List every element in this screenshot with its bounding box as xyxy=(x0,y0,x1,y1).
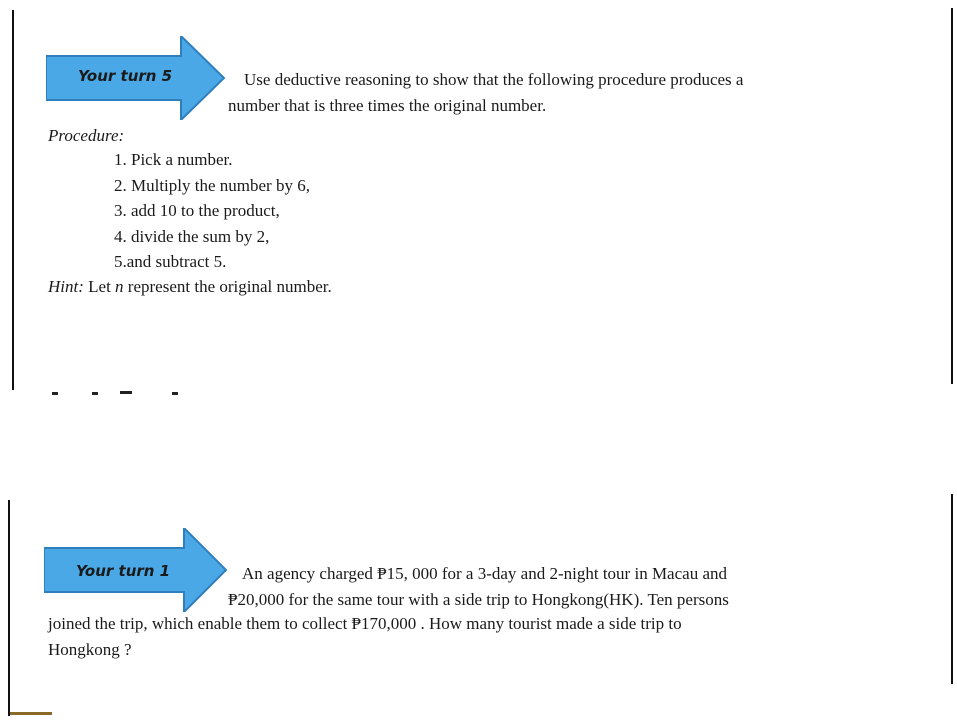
card2-line4: Hongkong ? xyxy=(48,640,132,659)
cropped-text-fragment xyxy=(92,392,98,395)
card2-badge-label: Your turn 1 xyxy=(76,562,171,580)
cropped-text-fragment xyxy=(172,392,178,395)
cropped-text-fragment xyxy=(52,392,58,395)
hint-label: Hint: xyxy=(48,277,84,296)
card1-badge-label: Your turn 5 xyxy=(78,67,173,85)
cropped-text-fragment xyxy=(120,391,132,394)
hint-line xyxy=(48,277,332,297)
card1-intro-line1: Use deductive reasoning to show that the following procedure produces a xyxy=(244,70,744,89)
card2-line1: An agency charged ₱15, 000 for a 3-day and 2-night tour in Macau and xyxy=(242,564,727,583)
card1-intro-line2: number that is three times the original number. xyxy=(228,96,547,115)
card2-right-border xyxy=(951,494,953,684)
procedure-step-4: 4. divide the sum by 2, xyxy=(114,227,270,246)
procedure-step-2: 2. Multiply the number by 6, xyxy=(114,176,310,195)
procedure-step-3: 3. add 10 to the product, xyxy=(114,201,280,220)
procedure-step-5: 5.and subtract 5. xyxy=(114,252,227,271)
card1-left-border xyxy=(12,10,14,390)
procedure-label: Procedure: xyxy=(48,126,125,145)
card2-bottom-fragment xyxy=(10,712,52,715)
card2-line3: joined the trip, which enable them to collect ₱170,000 . How many tourist made a side trip to xyxy=(48,614,682,633)
card2-left-border xyxy=(8,500,10,716)
card1-right-border xyxy=(951,8,953,384)
card2-line2: ₱20,000 for the same tour with a side trip to Hongkong(HK). Ten persons xyxy=(228,590,729,609)
procedure-step-1: 1. Pick a number. xyxy=(114,150,233,169)
hint-post: represent the original number. xyxy=(127,277,332,296)
hint-variable: n xyxy=(115,277,124,296)
hint-pre: Let xyxy=(88,277,111,296)
